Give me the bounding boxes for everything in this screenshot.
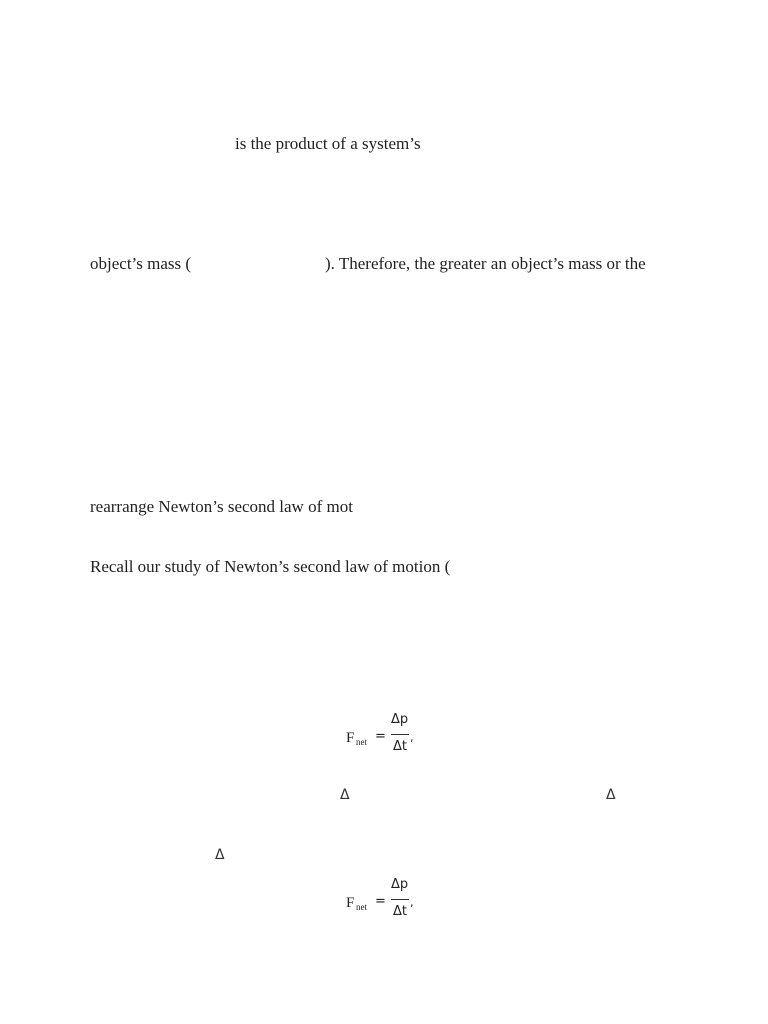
equation-subscript-net: net — [356, 737, 367, 747]
equation-denominator: Δt — [393, 904, 407, 919]
text-line-mass-open: object’s mass ( — [90, 254, 192, 273]
equation-net-force-2 — [346, 877, 426, 933]
equation-fraction-bar — [391, 734, 409, 735]
equation-equals-sign: = — [375, 729, 386, 744]
equation-comma: , — [410, 731, 414, 744]
equation-force-symbol: F — [346, 730, 355, 746]
text-line-rearrange: rearrange Newton’s second law of mot — [90, 497, 353, 516]
text-line-therefore: ). Therefore, the greater an object’s mass or the — [325, 254, 646, 273]
text-line-product: is the product of a system’s — [235, 134, 421, 153]
equation-subscript-net: net — [356, 902, 367, 912]
equation-fraction-bar — [391, 899, 409, 900]
equation-net-force-1 — [346, 712, 426, 768]
equation-numerator: Δp — [391, 712, 409, 727]
text-line-recall: Recall our study of Newton’s second law of motion ( — [90, 557, 451, 576]
equation-equals-sign: = — [375, 894, 386, 909]
equation-comma: , — [410, 896, 414, 909]
equation-numerator: Δp — [391, 877, 409, 892]
equation-force-symbol: F — [346, 895, 355, 911]
delta-symbol-1: Δ — [340, 787, 350, 803]
delta-symbol-3: Δ — [215, 847, 225, 863]
equation-denominator: Δt — [393, 739, 407, 754]
delta-symbol-2: Δ — [606, 787, 616, 803]
